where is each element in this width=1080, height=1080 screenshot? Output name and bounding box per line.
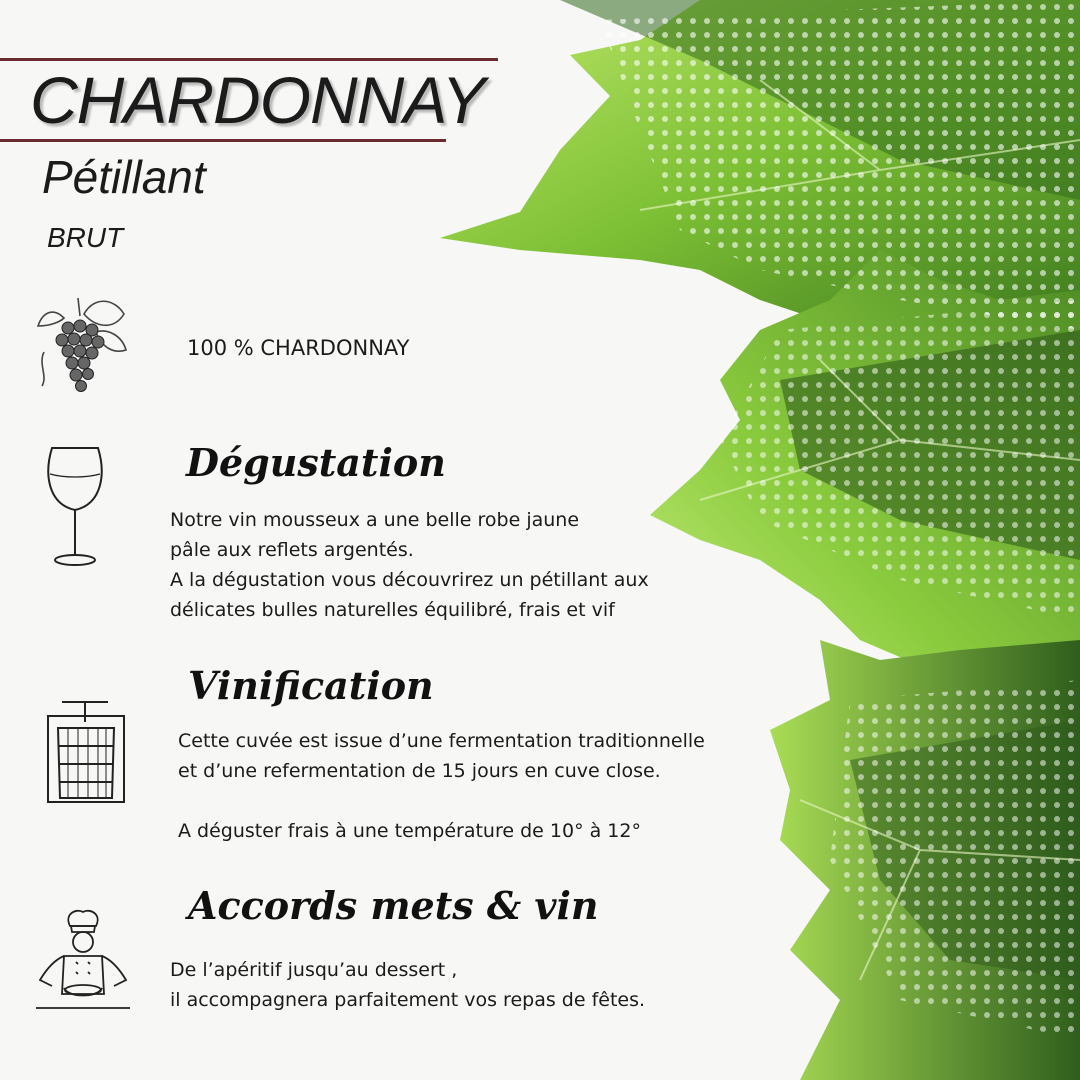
- wine-type: BRUT: [47, 222, 124, 253]
- page-subtitle: Pétillant: [42, 151, 206, 203]
- title-rule-bottom: [0, 139, 446, 142]
- chef-icon: [34, 906, 132, 1012]
- vinification-text: [178, 726, 705, 786]
- degustation-line: A la dégustation vous découvrirez un pétillant aux: [170, 569, 649, 591]
- degustation-text: [170, 505, 649, 625]
- serving-temperature: A déguster frais à une température de 10° à 12°: [178, 820, 641, 842]
- accords-text: [170, 955, 645, 1015]
- page-title: CHARDONNAY: [30, 63, 485, 137]
- accords-heading: Accords mets & vin: [188, 883, 599, 928]
- grape-variety-text: 100 % CHARDONNAY: [187, 336, 410, 360]
- grape-bunch-icon: [34, 292, 130, 398]
- wine-press-icon: [44, 698, 128, 806]
- title-rule-top: [0, 58, 498, 61]
- wine-glass-icon: [44, 444, 106, 568]
- degustation-line: Notre vin mousseux a une belle robe jaune: [170, 509, 580, 531]
- degustation-line: pâle aux reflets argentés.: [170, 539, 414, 561]
- degustation-line: délicates bulles naturelles équilibré, frais et vif: [170, 599, 615, 621]
- vinification-line: Cette cuvée est issue d’une fermentation traditionnelle: [178, 730, 705, 752]
- degustation-heading: Dégustation: [186, 440, 446, 485]
- vinification-heading: Vinification: [188, 663, 434, 708]
- vinification-line: et d’une refermentation de 15 jours en cuve close.: [178, 760, 661, 782]
- accords-line: De l’apéritif jusqu’au dessert ,: [170, 959, 458, 981]
- accords-line: il accompagnera parfaitement vos repas de fêtes.: [170, 989, 646, 1011]
